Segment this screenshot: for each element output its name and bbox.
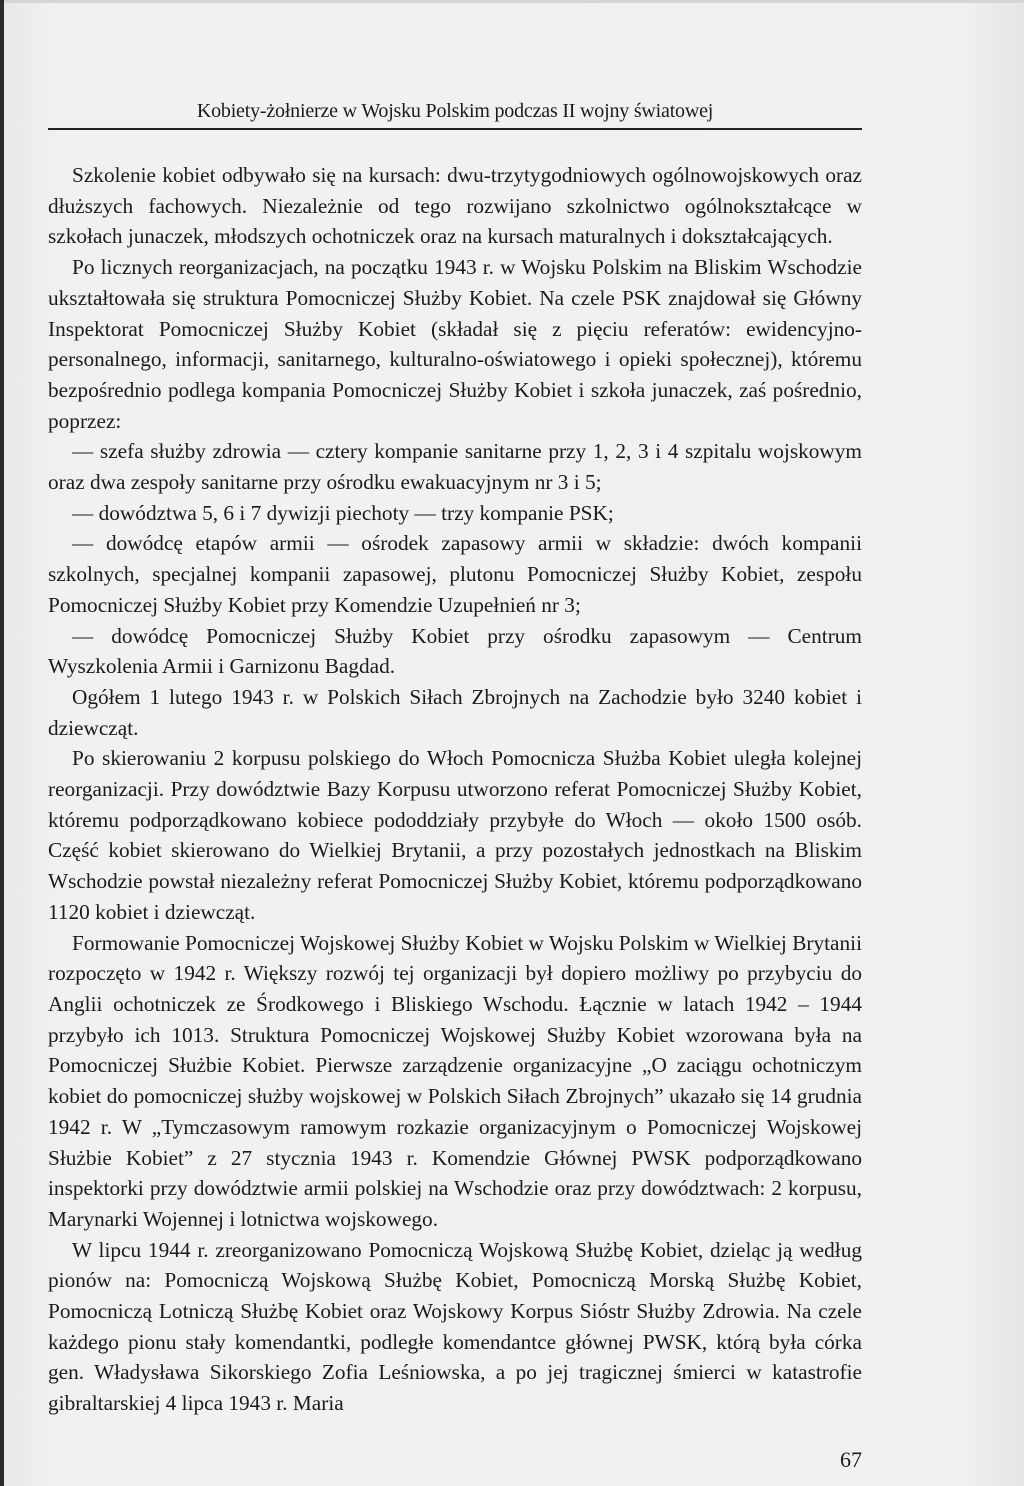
paragraph: Po licznych reorganizacjach, na początku 1943 r. w Wojsku Polskim na Bliskim Wschodzie ukształtowała się struktura Pomocniczej Służby Kobiet. Na czele PSK znajdował się Główny Inspektorat Pomocniczej Służby Kobiet (składał się z pięciu referatów: ewidencyjno-personalnego, informacji, sanitarnego, kulturalno-oświatowego i opieki społecznej), któremu bezpośrednio podlega kompania Pomocniczej Służby Kobiet i szkoła junaczek, zaś pośrednio, poprzez: [48, 255, 862, 433]
list-item: — dowódcę Pomocniczej Służby Kobiet przy ośrodku zapasowym — Centrum Wyszkolenia Armii i Garnizonu Bagdad. [48, 623, 862, 679]
list-item: — szefa służby zdrowia — cztery kompanie sanitarne przy 1, 2, 3 i 4 szpitalu wojskowym oraz dwa zespoły sanitarne przy ośrodku ewakuacyjnym nr 3 i 5; [48, 439, 862, 495]
body-text [48, 160, 862, 1419]
running-head: Kobiety-żołnierze w Wojsku Polskim podczas II wojny światowej [196, 100, 714, 122]
list-item: — dowódcę etapów armii — ośrodek zapasowy armii w składzie: dwóch kompanii szkolnych, specjalnej kompanii zapasowej, plutonu Pomocniczej Służby Kobiet, zespołu Pomocniczej Służby Kobiet przy Komendzie Uzupełnień nr 3; [48, 531, 862, 617]
paragraph: Formowanie Pomocniczej Wojskowej Służby Kobiet w Wojsku Polskim w Wielkiej Brytanii rozpoczęto w 1942 r. Większy rozwój tej organizacji był dopiero możliwy po przybyciu do Anglii ochotniczek ze Środkowego i Bliskiego Wschodu. Łącznie w latach 1942 – 1944 przybyło ich 1013. Struktura Pomocniczej Wojskowej Służby Kobiet wzorowana była na Pomocniczej Służbie Kobiet. Pierwsze zarządzenie organizacyjne „O zaciągu ochotniczym kobiet do pomocniczej służby wojskowej w Polskich Siłach Zbrojnych” ukazało się 14 grudnia 1942 r. W „Tymczasowym ramowym rozkazie organizacyjnym o Pomocniczej Wojskowej Służbie Kobiet” z 27 stycznia 1943 r. Komendzie Głównej PWSK podporządkowano inspektorki przy dowództwie armii polskiej na Wschodzie oraz przy dowództwach: 2 korpusu, Marynarki Wojennej i lotnictwa wojskowego. [48, 930, 862, 1231]
header-rule [48, 128, 862, 130]
book-binding-edge [0, 0, 4, 1486]
paragraph: Po skierowaniu 2 korpusu polskiego do Włoch Pomocnicza Służba Kobiet uległa kolejnej reorganizacji. Przy dowództwie Bazy Korpusu utworzono referat Pomocniczej Służby Kobiet, któremu podporządkowano kobiece pododdziały przybyłe do Włoch — około 1500 osób. Część kobiet skierowano do Wielkiej Brytanii, a przy pozostałych jednostkach na Bliskim Wschodzie powstał niezależny referat Pomocniczej Służby Kobiet, któremu podporządkowano 1120 kobiet i dziewcząt. [48, 746, 862, 924]
paragraph: W lipcu 1944 r. zreorganizowano Pomocniczą Wojskową Służbę Kobiet, dzieląc ją według pionów na: Pomocniczą Wojskową Służbę Kobiet, Pomocniczą Morską Służbę Kobiet, Pomocniczą Lotniczą Służbę Kobiet oraz Wojskowy Korpus Sióstr Służby Zdrowia. Na czele każdego pionu stały komendantki, podległe komendantce głównej PWSK, którą była córka gen. Władysława Sikorskiego Zofia Leśniowska, a po jej tragicznej śmierci w katastrofie gibraltarskiej 4 lipca 1943 r. Maria [48, 1237, 862, 1416]
list-item: — dowództwa 5, 6 i 7 dywizji piechoty — trzy kompanie PSK; [72, 500, 614, 525]
paragraph: Szkolenie kobiet odbywało się na kursach: dwu-trzytygodniowych ogólnowojskowych oraz dłuższych fachowych. Niezależnie od tego rozwijano szkolnictwo ogólnokształcące w szkołach junaczek, młodszych ochotniczek oraz na kursach maturalnych i dokształcających. [48, 163, 862, 249]
paragraph: Ogółem 1 lutego 1943 r. w Polskich Siłach Zbrojnych na Zachodzie było 3240 kobiet i dziewcząt. [48, 684, 862, 740]
page-top-edge [0, 0, 1024, 3]
page-number: 67 [840, 1447, 862, 1472]
